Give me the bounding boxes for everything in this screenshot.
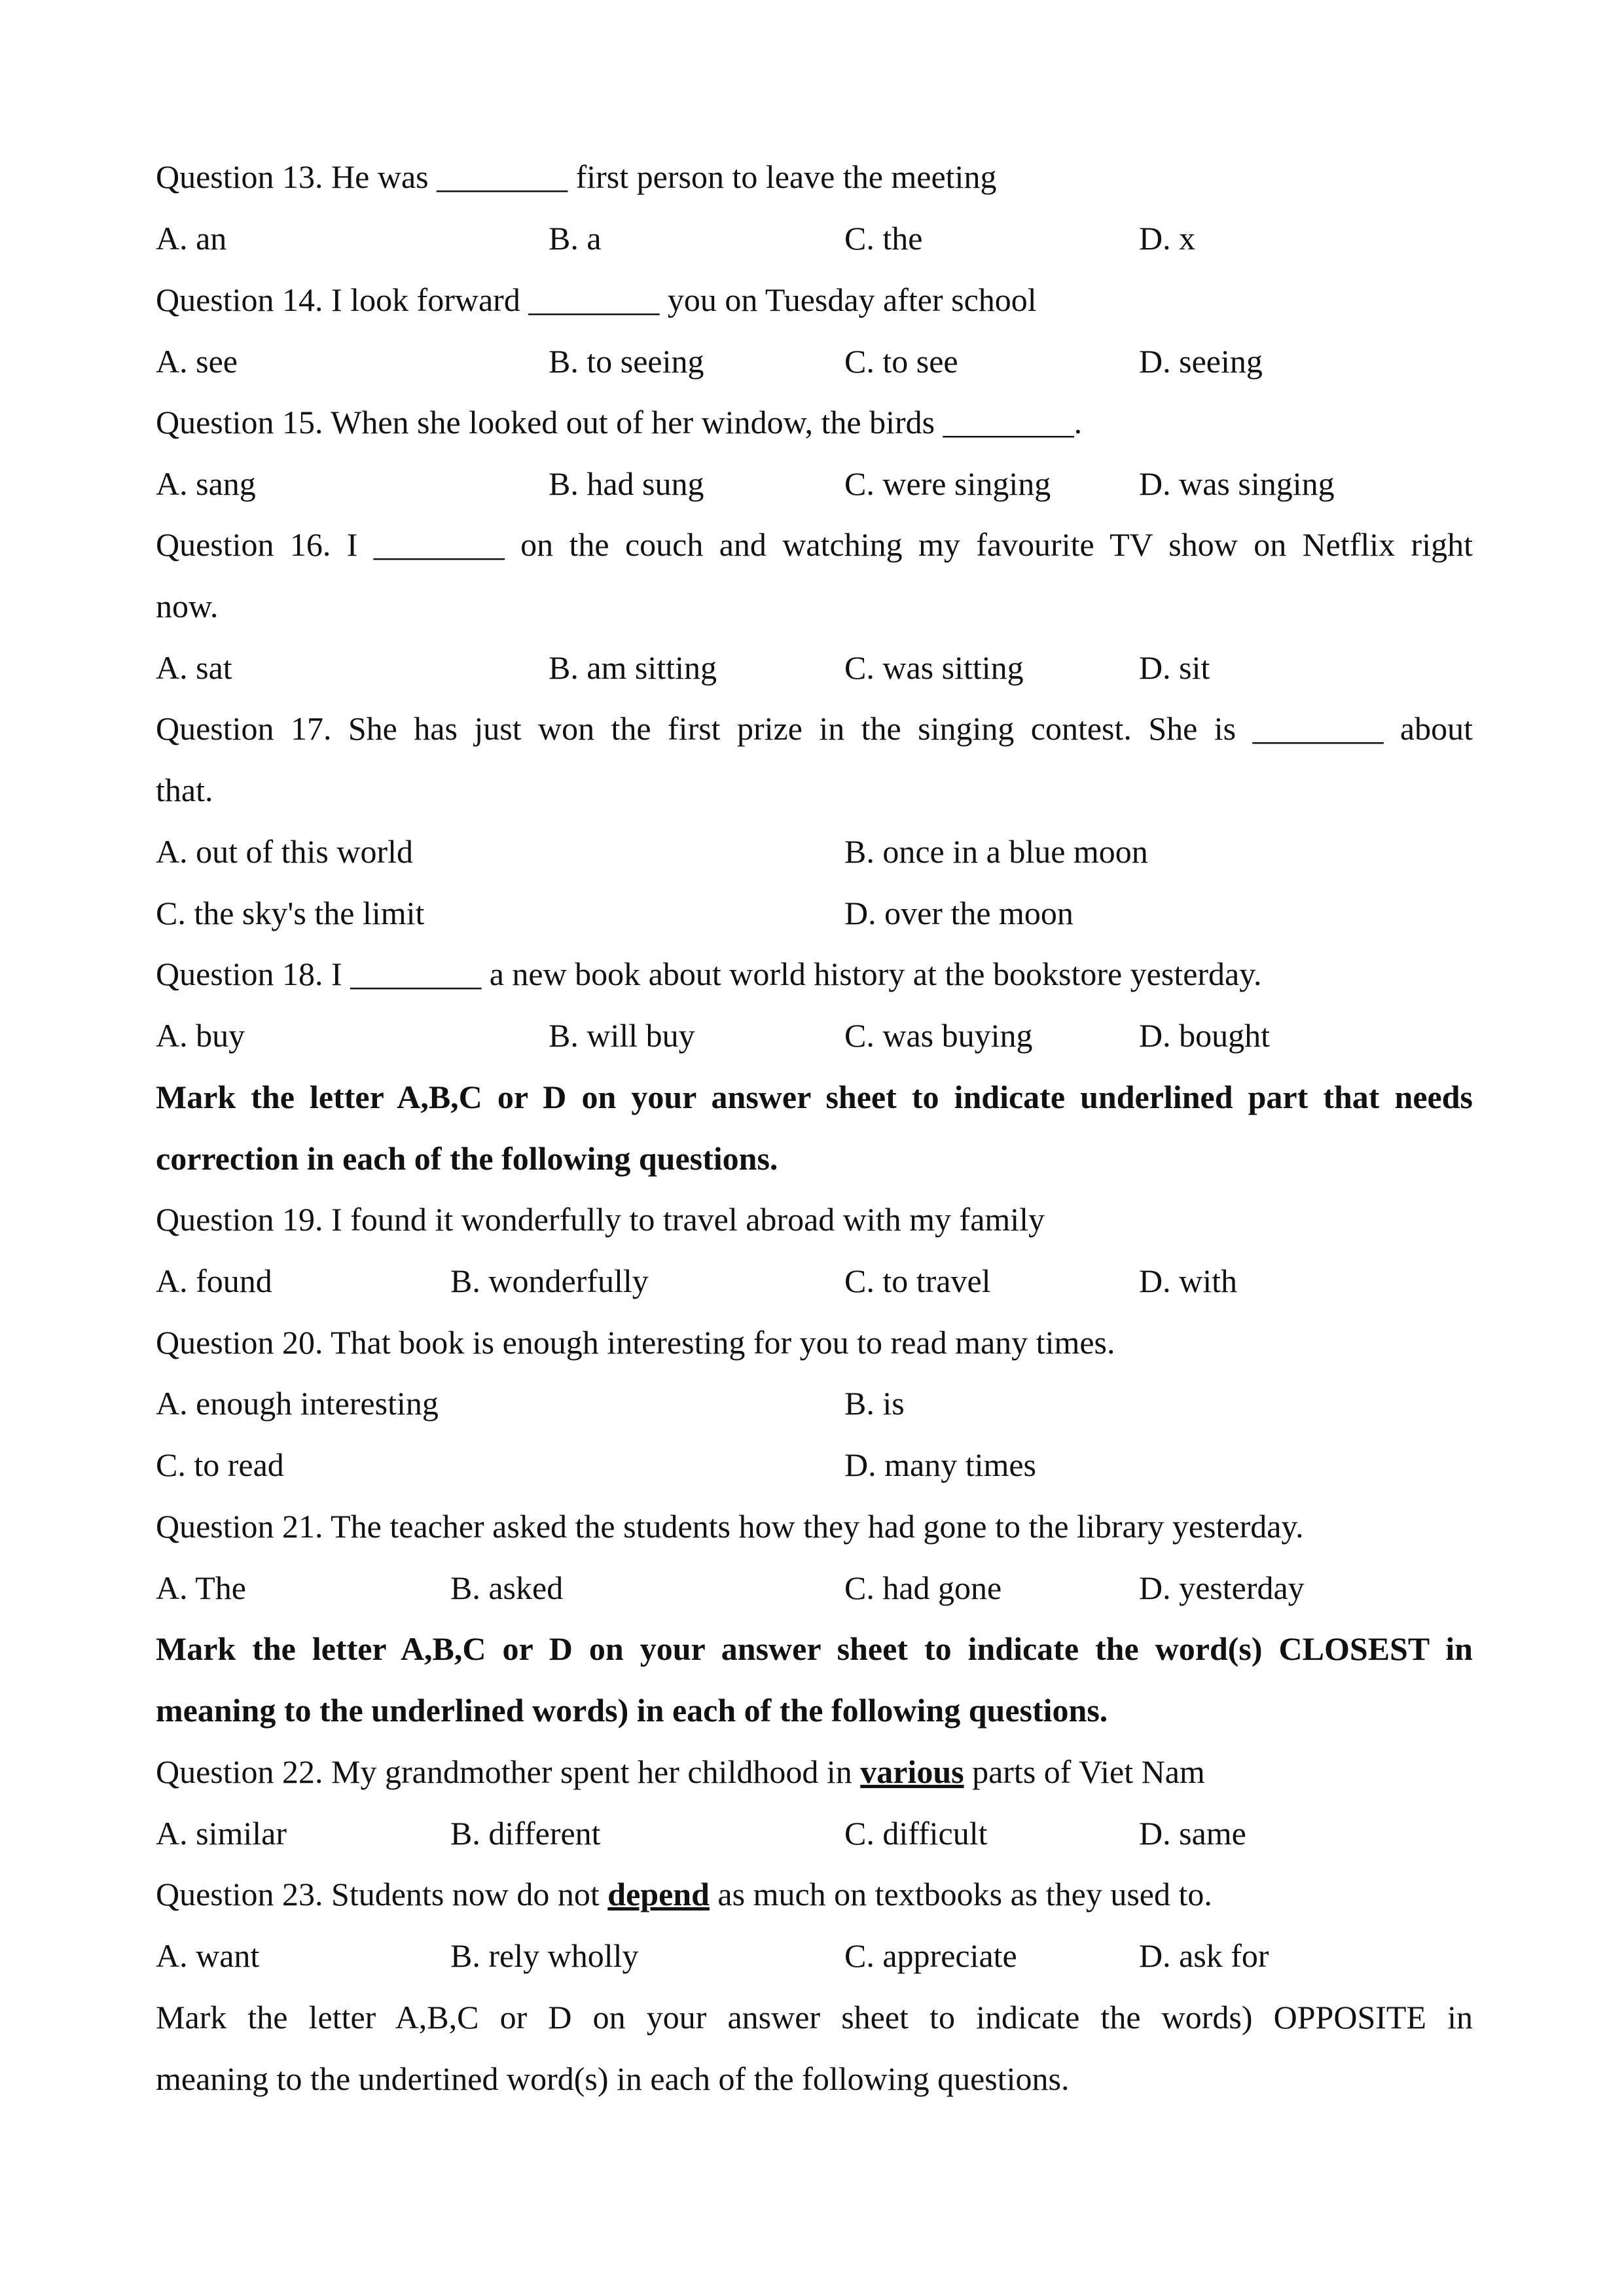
option-d[interactable]: D. many times <box>844 1446 1037 1483</box>
option-c[interactable]: C. appreciate <box>844 1937 1017 1974</box>
question-23-underlined-word: depend <box>607 1876 710 1912</box>
option-b[interactable]: B. wonderfully <box>450 1263 649 1299</box>
option-b[interactable]: B. had sung <box>549 465 704 502</box>
option-a[interactable]: A. similar <box>156 1815 287 1852</box>
option-d[interactable]: D. with <box>1139 1263 1237 1299</box>
option-b[interactable]: B. rely wholly <box>450 1937 639 1974</box>
question-18-stem: Question 18. I ________ a new book about world history at the bookstore yesterday. <box>156 956 1262 992</box>
section-instruction-error-line2: correction in each of the following questions. <box>156 1140 778 1177</box>
option-c[interactable]: C. were singing <box>844 465 1051 502</box>
question-14-stem: Question 14. I look forward ________ you on Tuesday after school <box>156 281 1037 318</box>
option-b[interactable]: B. asked <box>450 1570 564 1606</box>
option-b[interactable]: B. different <box>450 1815 601 1852</box>
question-22-stem-post: parts of Viet Nam <box>964 1753 1205 1790</box>
option-a[interactable]: A. out of this world <box>156 833 414 870</box>
option-d[interactable]: D. was singing <box>1139 465 1335 502</box>
question-16-stem-line2: now. <box>156 588 219 624</box>
option-b[interactable]: B. a <box>549 220 602 257</box>
option-a[interactable]: A. an <box>156 220 227 257</box>
section-instruction-opposite-line1: Mark the letter A,B,C or D on your answer sheet to indicate the words) OPPOSITE in <box>156 1999 1473 2036</box>
option-c[interactable]: C. had gone <box>844 1570 1002 1606</box>
option-a[interactable]: A. sat <box>156 649 232 686</box>
option-c[interactable]: C. the <box>844 220 923 257</box>
option-a[interactable]: A. see <box>156 343 238 380</box>
option-c[interactable]: C. was sitting <box>844 649 1024 686</box>
option-c[interactable]: C. to travel <box>844 1263 991 1299</box>
question-20-stem: Question 20. That book is enough interesting for you to read many times. <box>156 1324 1115 1361</box>
option-c[interactable]: C. was buying <box>844 1017 1033 1054</box>
question-23-stem-post: as much on textbooks as they used to. <box>709 1876 1212 1912</box>
option-a[interactable]: A. The <box>156 1570 246 1606</box>
option-d[interactable]: D. yesterday <box>1139 1570 1305 1606</box>
option-c[interactable]: C. difficult <box>844 1815 988 1852</box>
section-instruction-opposite-line2: meaning to the undertined word(s) in each of the following questions. <box>156 2060 1070 2097</box>
option-d[interactable]: D. seeing <box>1139 343 1263 380</box>
option-d[interactable]: D. x <box>1139 220 1196 257</box>
question-22-underlined-word: various <box>860 1753 964 1790</box>
option-b[interactable]: B. once in a blue moon <box>844 833 1148 870</box>
question-16-stem-line1: Question 16. I ________ on the couch and watching my favourite TV show on Netflix right <box>156 526 1473 563</box>
option-a[interactable]: A. sang <box>156 465 256 502</box>
option-d[interactable]: D. over the moon <box>844 895 1074 931</box>
option-a[interactable]: A. want <box>156 1937 260 1974</box>
question-19-stem: Question 19. I found it wonderfully to travel abroad with my family <box>156 1201 1045 1238</box>
option-b[interactable]: B. to seeing <box>549 343 704 380</box>
section-instruction-closest-line1: Mark the letter A,B,C or D on your answer sheet to indicate the word(s) CLOSEST in <box>156 1630 1473 1667</box>
option-b[interactable]: B. am sitting <box>549 649 717 686</box>
option-a[interactable]: A. enough interesting <box>156 1385 439 1422</box>
option-c[interactable]: C. to read <box>156 1446 284 1483</box>
option-d[interactable]: D. sit <box>1139 649 1210 686</box>
question-23-stem-pre: Question 23. Students now do not <box>156 1876 608 1912</box>
section-instruction-error-line1: Mark the letter A,B,C or D on your answer sheet to indicate underlined part that needs <box>156 1079 1473 1115</box>
option-d[interactable]: D. same <box>1139 1815 1246 1852</box>
option-c[interactable]: C. the sky's the limit <box>156 895 425 931</box>
option-a[interactable]: A. buy <box>156 1017 245 1054</box>
option-d[interactable]: D. ask for <box>1139 1937 1269 1974</box>
question-15-stem: Question 15. When she looked out of her window, the birds ________. <box>156 404 1083 440</box>
option-b[interactable]: B. will buy <box>549 1017 695 1054</box>
option-a[interactable]: A. found <box>156 1263 272 1299</box>
question-22-stem-pre: Question 22. My grandmother spent her childhood in <box>156 1753 861 1790</box>
question-17-stem-line2: that. <box>156 772 213 808</box>
question-21-stem: Question 21. The teacher asked the students how they had gone to the library yesterday. <box>156 1508 1304 1545</box>
question-22-stem <box>156 1751 1473 1793</box>
question-17-stem-line1: Question 17. She has just won the first prize in the singing contest. She is ________ about <box>156 710 1473 747</box>
option-d[interactable]: D. bought <box>1139 1017 1270 1054</box>
section-instruction-closest-line2: meaning to the underlined words) in each of the following questions. <box>156 1692 1108 1729</box>
question-23-stem <box>156 1873 1473 1915</box>
option-c[interactable]: C. to see <box>844 343 958 380</box>
question-13-stem: Question 13. He was ________ first person to leave the meeting <box>156 158 997 195</box>
option-b[interactable]: B. is <box>844 1385 905 1422</box>
